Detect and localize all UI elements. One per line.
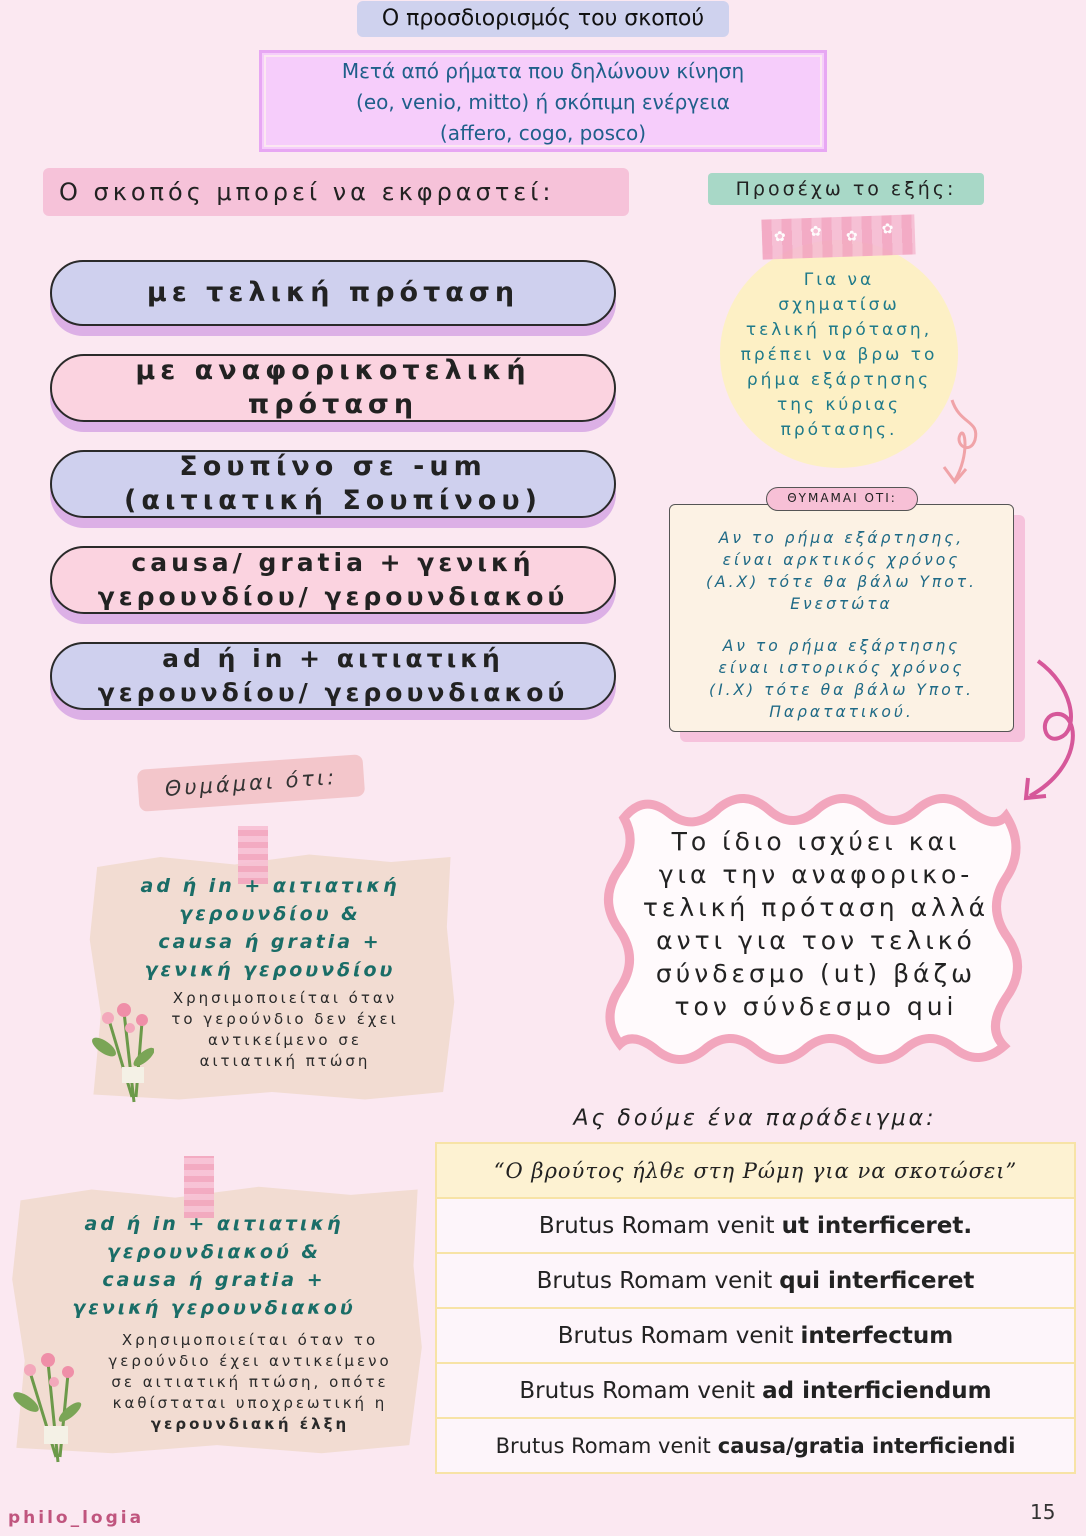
- example-plain: Brutus Romam venit: [536, 1267, 773, 1294]
- way-label: με αναφορικοτελική: [135, 355, 531, 386]
- bubble-line: πρότασης.: [780, 420, 898, 440]
- wavy-line: Το ίδιο ισχύει και: [671, 827, 961, 856]
- bubble-line: τελική πρόταση,: [745, 320, 933, 340]
- note-body-line: αιτιατική πτώση: [199, 1052, 371, 1070]
- example-row: [437, 1309, 1074, 1364]
- note-title-line: ad ή in + αιτιατική: [84, 1213, 344, 1235]
- note-title-line: causa ή gratia +: [158, 931, 382, 953]
- way-label: γερουνδίου/ γερουνδιακού: [97, 678, 569, 707]
- rule-line: είναι αρκτικός χρόνος: [722, 551, 961, 569]
- note-body-line: καθίσταται υποχρεωτική η: [112, 1394, 388, 1412]
- example-bold: causa/gratia interficiendi: [717, 1433, 1016, 1458]
- intro-line: Μετά από ρήματα που δηλώνουν κίνηση: [341, 59, 745, 83]
- note-1-body: [140, 988, 430, 1072]
- rule-card: [669, 504, 1014, 732]
- washi-tape-icon: ✿ ✿ ✿ ✿: [761, 214, 915, 259]
- bubble-line: σχηματίσω: [778, 295, 900, 315]
- curly-arrow-icon: [1018, 656, 1086, 806]
- example-plain: Brutus Romam venit: [495, 1433, 711, 1458]
- wavy-line: για την αναφορικο-: [658, 860, 974, 889]
- example-bold: interfectum: [800, 1322, 954, 1349]
- note-1: [110, 872, 430, 984]
- wavy-line: αντι για τον τελικό: [656, 926, 976, 955]
- note-body-line: σε αιτιατική πτώση, οπότε: [111, 1373, 389, 1391]
- example-row: [437, 1199, 1074, 1254]
- way-item: [50, 546, 616, 614]
- note-title-line: causa ή gratia +: [102, 1269, 326, 1291]
- way-label: γερουνδίου/ γερουνδιακού: [97, 582, 569, 611]
- page-title: Ο προσδιορισμός του σκοπού: [357, 1, 729, 37]
- note-2: [30, 1210, 398, 1322]
- intro-line: (eo, venio, mitto) ή σκόπιμη ενέργεια: [356, 90, 730, 114]
- example-bold: ad interficiendum: [762, 1377, 992, 1404]
- note-title-line: γενική γερουνδίου: [144, 959, 396, 981]
- note-body-line: γερούνδιο έχει αντικείμενο: [108, 1352, 392, 1370]
- way-item: [50, 260, 616, 326]
- way-item: [50, 354, 616, 422]
- note-title-line: ad ή in + αιτιατική: [140, 875, 400, 897]
- way-label: πρόταση: [247, 389, 419, 420]
- wavy-line: σύνδεσμο (ut) βάζω: [655, 959, 977, 988]
- note-title-line: γενική γερουνδιακού: [72, 1297, 356, 1319]
- example-row: [437, 1419, 1074, 1472]
- rule-line: (Ι.Χ) τότε θα βάλω Υποτ.: [709, 681, 974, 699]
- wavy-line: τελική πρόταση αλλά: [642, 893, 990, 922]
- way-label: (αιτιατική Σουπίνου): [124, 485, 542, 516]
- page-number: 15: [1030, 1500, 1056, 1524]
- rule-line: (Α.Χ) τότε θα βάλω Υποτ.: [706, 573, 977, 591]
- flower-bouquet-icon: [8, 1342, 82, 1466]
- example-row: [437, 1254, 1074, 1309]
- example-bold: qui interficeret: [779, 1267, 975, 1294]
- bubble-line: ρήμα εξάρτησης: [746, 370, 932, 390]
- card-tag: ΘΥΜΑΜΑΙ ΟΤΙ:: [766, 487, 918, 511]
- attention-heading: Προσέχω το εξής:: [708, 173, 984, 205]
- bubble-line: της κύριας: [777, 395, 901, 415]
- wavy-note: [616, 825, 1016, 1035]
- way-label: ad ή in + αιτιατική: [162, 644, 504, 673]
- note-body-line: Χρησιμοποιείται όταν το: [121, 1331, 379, 1349]
- example-table: [435, 1142, 1076, 1474]
- brand-label: philo_logia: [8, 1508, 145, 1528]
- example-plain: Brutus Romam venit: [538, 1212, 775, 1239]
- wavy-line: τον σύνδεσμο qui: [674, 992, 958, 1021]
- bubble-line: Για να: [803, 270, 875, 290]
- note-body-line: Χρησιμοποιείται όταν: [172, 989, 398, 1007]
- bubble-line: πρέπει να βρω το: [740, 345, 938, 365]
- way-label: Σουπίνο σε -um: [179, 451, 487, 482]
- remember-tag: Θυμάμαι ότι:: [137, 754, 365, 812]
- note-bubble: [720, 240, 958, 468]
- example-plain: Brutus Romam venit: [519, 1377, 756, 1404]
- way-item: [50, 450, 616, 518]
- way-label: causa/ gratia + γενική: [131, 548, 535, 577]
- tape-icon: [184, 1156, 214, 1218]
- note-body-line: γερουνδιακή έλξη: [150, 1415, 350, 1433]
- ways-heading: Ο σκοπός μπορεί να εκφραστεί:: [43, 168, 629, 216]
- example-plain: Brutus Romam venit: [557, 1322, 794, 1349]
- example-sentence: “Ο βρούτος ήλθε στη Ρώμη για να σκοτώσει”: [437, 1144, 1074, 1199]
- rule-line: Ενεστώτα: [790, 595, 893, 613]
- note-2-body: [74, 1330, 426, 1435]
- rule-line: είναι ιστορικός χρόνος: [718, 659, 965, 677]
- example-row: [437, 1364, 1074, 1419]
- note-body-line: αντικείμενο σε: [208, 1031, 362, 1049]
- rule-line: Παρατατικού.: [769, 703, 914, 721]
- example-bold: ut interficeret.: [781, 1212, 973, 1239]
- note-title-line: γερουνδιακού &: [106, 1241, 322, 1263]
- flower-bouquet-icon: [84, 992, 154, 1104]
- curly-arrow-icon: [930, 395, 990, 490]
- note-title-line: γερουνδίου &: [179, 903, 361, 925]
- note-body-line: το γερούνδιο δεν έχει: [171, 1010, 399, 1028]
- rule-line: Αν το ρήμα εξάρτησης: [722, 637, 961, 655]
- intro-line: (affero, cogo, posco): [439, 121, 647, 145]
- example-heading: Ας δούμε ένα παράδειγμα:: [573, 1106, 937, 1131]
- way-item: [50, 642, 616, 710]
- way-label: με τελική πρόταση: [146, 277, 520, 308]
- rule-line: Αν το ρήμα εξάρτησης,: [718, 529, 965, 547]
- intro-box: [259, 50, 827, 152]
